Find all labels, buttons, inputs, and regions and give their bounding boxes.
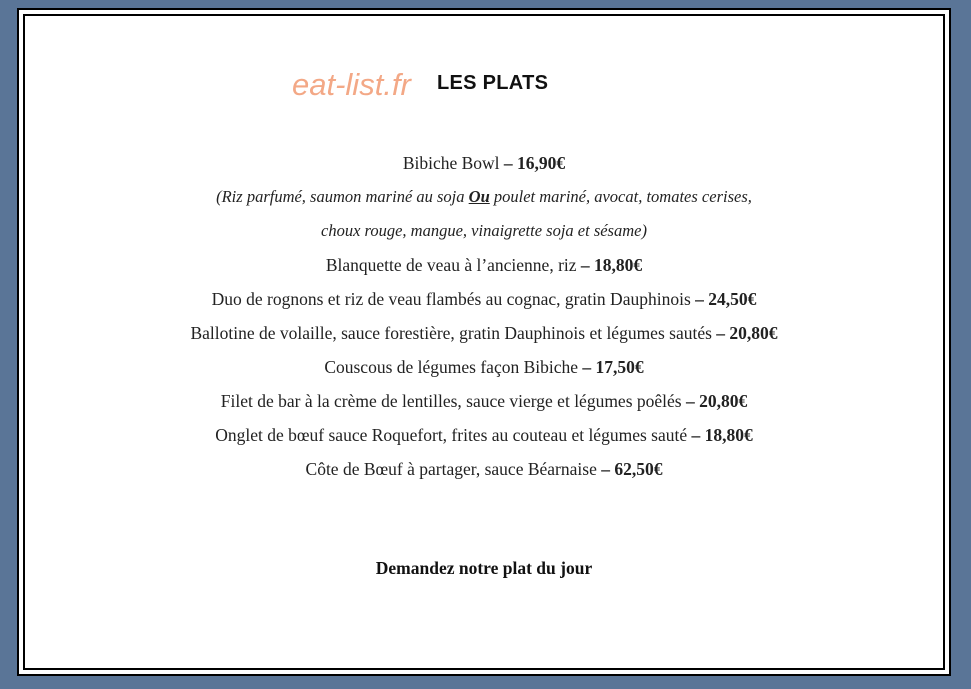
dish-filet-bar: [19, 384, 949, 418]
dish-separator: –: [578, 357, 596, 377]
dish-onglet: [19, 418, 949, 452]
dish-price: 20,80€: [699, 391, 748, 411]
description-or: Ou: [468, 187, 490, 206]
dish-separator: –: [596, 459, 615, 479]
menu-card: [17, 8, 951, 676]
dish-name: Blanquette de veau à l’ancienne, riz: [325, 255, 577, 275]
dish-name: Filet de bar à la crème de lentilles, sauce vierge et légumes poêlés: [220, 391, 682, 411]
dish-list: [19, 146, 949, 486]
dish-name: Ballotine de volaille, sauce forestière, gratin Dauphinois et légumes sautés: [190, 323, 712, 343]
dish-name: Couscous de légumes façon Bibiche: [324, 357, 579, 377]
dish-price: 20,80€: [729, 323, 778, 343]
dish-price: 24,50€: [708, 289, 757, 309]
dish-blanquette: [19, 248, 949, 282]
dish-separator: –: [687, 425, 705, 445]
dish-couscous: [19, 350, 949, 384]
section-title: LES PLATS: [437, 72, 549, 94]
dish-separator: –: [711, 323, 730, 343]
dish-separator: –: [576, 255, 595, 275]
description-text: choux rouge, mangue, vinaigrette soja et sésame): [321, 221, 647, 240]
dish-name: Onglet de bœuf sauce Roquefort, frites au couteau et légumes sauté: [215, 425, 688, 445]
daily-special-note: Demandez notre plat du jour: [375, 558, 593, 578]
dish-name: Duo de rognons et riz de veau flambés au cognac, gratin Dauphinois: [211, 289, 691, 309]
dish-name: Côte de Bœuf à partager, sauce Béarnaise: [305, 459, 597, 479]
dish-price: 16,90€: [517, 153, 566, 173]
dish-bibiche-bowl: [19, 146, 949, 180]
dish-description: [19, 180, 949, 214]
dish-duo-rognons: [19, 282, 949, 316]
dish-price: 17,50€: [595, 357, 644, 377]
dish-name: Bibiche Bowl: [402, 153, 500, 173]
dish-cote-boeuf: [19, 452, 949, 486]
description-text: (Riz parfumé, saumon mariné au soja: [216, 187, 469, 206]
brand-watermark: eat-list.fr: [292, 67, 411, 102]
dish-price: 62,50€: [614, 459, 663, 479]
dish-price: 18,80€: [704, 425, 753, 445]
dish-separator: –: [690, 289, 709, 309]
dish-separator: –: [499, 153, 518, 173]
dish-description: [19, 214, 949, 248]
dish-price: 18,80€: [594, 255, 643, 275]
dish-ballotine: [19, 316, 949, 350]
description-text: poulet mariné, avocat, tomates cerises,: [489, 187, 752, 206]
dish-separator: –: [681, 391, 700, 411]
